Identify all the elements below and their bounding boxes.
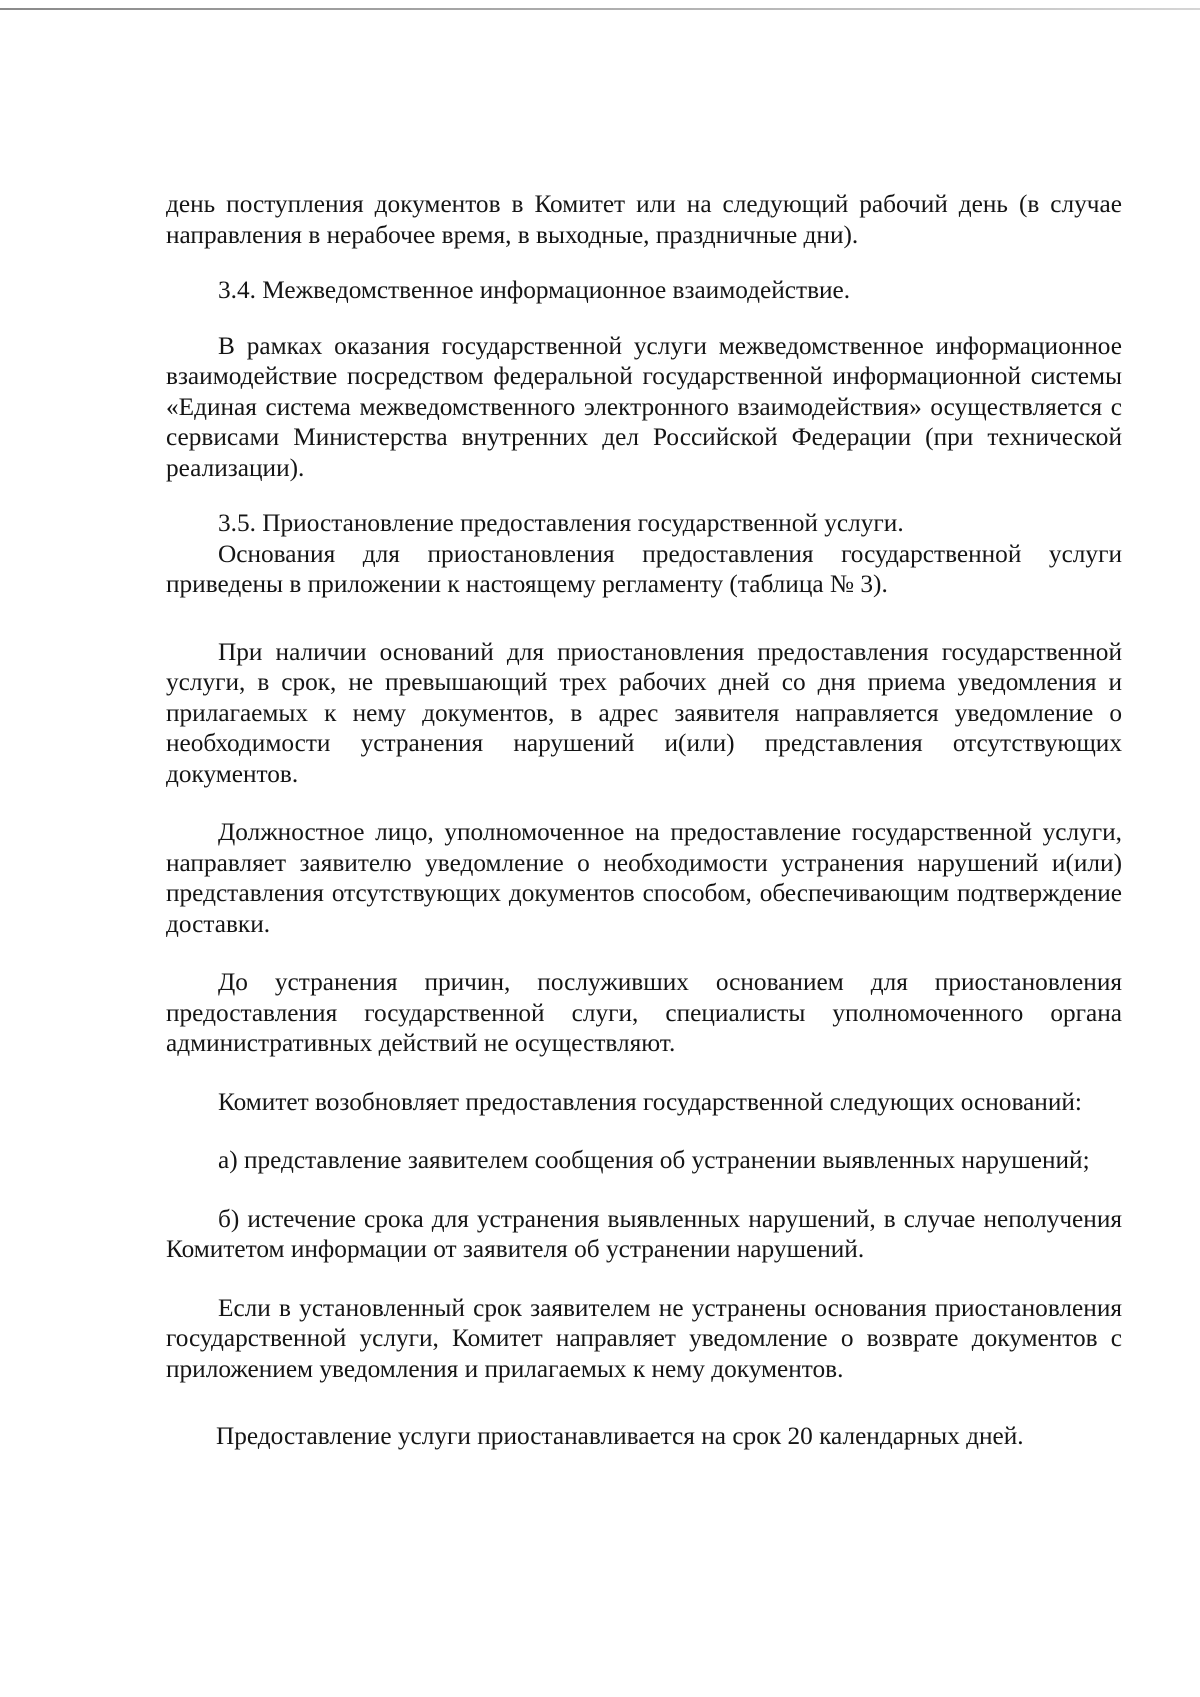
paragraph-interagency: В рамках оказания государственной услуги межведомственное информационное взаимодействие посредством федеральной государственной информационной системы «Единая система межведомственного электронного взаимодействия» осуществляется с сервисами Министерства внутренних дел Российской Федерации (при технической реализации). — [166, 331, 1122, 482]
scan-top-edge — [0, 8, 1200, 10]
paragraph-grounds: Основания для приостановления предоставления государственной услуги приведены в приложении к настоящему регламенту (таблица № 3). — [166, 539, 1122, 598]
paragraph-until-eliminated: До устранения причин, послуживших основанием для приостановления предоставления государственной слуги, специалисты уполномоченного органа административных действий не осуществляют. — [166, 968, 1122, 1057]
document-page — [166, 189, 1122, 1452]
section-heading-3-4: 3.4. Межведомственное информационное взаимодействие. — [218, 276, 851, 304]
paragraph-notification: При наличии оснований для приостановления предоставления государственной услуги, в срок, не превышающий трех рабочих дней со дня приема уведомления и прилагаемых к нему документов, в адрес заявителя направляется уведомление о необходимости устранения нарушений и(или) представления отсутствующих документов. — [166, 637, 1122, 788]
paragraph-continuation: день поступления документов в Комитет или на следующий рабочий день (в случае направления в нерабочее время, в выходные, праздничные дни). — [166, 190, 1122, 249]
list-item-b: б) истечение срока для устранения выявленных нарушений, в случае неполучения Комитетом информации от заявителя об устранении нарушений. — [166, 1204, 1122, 1263]
section-heading-3-5: 3.5. Приостановление предоставления государственной услуги. — [218, 509, 904, 537]
paragraph-suspension-term: Предоставление услуги приостанавливается на срок 20 календарных дней. — [216, 1422, 1024, 1450]
paragraph-return-documents: Если в установленный срок заявителем не устранены основания приостановления государственной услуги, Комитет направляет уведомление о возврате документов с приложением уведомления и прилагаемых к нему документов. — [166, 1293, 1122, 1383]
paragraph-resumes: Комитет возобновляет предоставления государственной следующих оснований: — [218, 1087, 1082, 1116]
paragraph-official: Должностное лицо, уполномоченное на предоставление государственной услуги, направляет заявителю уведомление о необходимости устранения нарушений и(или) представления отсутствующих документов способом, обеспечивающим подтверждение доставки. — [166, 818, 1122, 938]
list-item-a: а) представление заявителем сообщения об устранении выявленных нарушений; — [218, 1146, 1090, 1174]
